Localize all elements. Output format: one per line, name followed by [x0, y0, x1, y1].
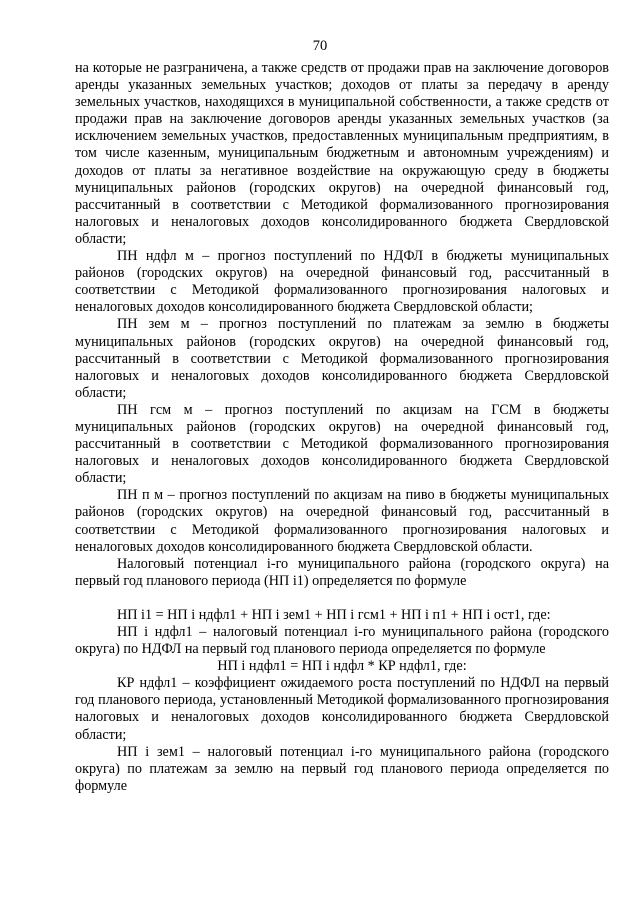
paragraph-pn-gsm-definition: ПН гсм м – прогноз поступлений по акцизам на ГСМ в бюджеты муниципальных районов (городских округов) на очередной финансовый год, рассчитанный в соответствии с Методикой формализованного прогнозирования налоговых и неналоговых доходов консолидированного бюджета Свердловской области; — [75, 401, 609, 487]
paragraph-land-revenue-continuation: на которые не разграничена, а также средств от продажи прав на заключение договоров аренды указанных земельных участков; доходов от платы за передачу в аренду земельных участков, находящихся в муниципальной собственности, а также средств от продажи прав на заключение договоров аренды указанных земельных участков (за исключением земельных участков, предоставленных муниципальным предприятиям, в том числе казенным, муниципальным бюджетным и автономным учреждениям) и доходов от платы за негативное воздействие на окружающую среду в бюджеты муниципальных районов (городских округов) на очередной финансовый год, рассчитанный в соответствии с Методикой формализованного прогнозирования налоговых и неналоговых доходов консолидированного бюджета Свердловской области; — [75, 60, 609, 247]
paragraph-kr-ndfl1-definition: КР ндфл1 – коэффициент ожидаемого роста поступлений по НДФЛ на первый год планового периода, установленный Методикой формализованного прогнозирования налоговых и неналоговых доходов консолидированного бюджета Свердловской области; — [75, 675, 609, 743]
paragraph-tax-potential-intro: Налоговый потенциал i-го муниципального района (городского округа) на первый год планового периода (НП i1) определяется по формуле — [75, 555, 609, 589]
document-body — [75, 60, 609, 795]
formula-np-i1: НП i1 = НП i ндфл1 + НП i зем1 + НП i гсм1 + НП i п1 + НП i ост1, где: — [117, 606, 551, 623]
formula-np-ndfl1: НП i ндфл1 = НП i ндфл * КР ндфл1, где: — [217, 658, 467, 675]
paragraph-pn-p-definition: ПН п м – прогноз поступлений по акцизам на пиво в бюджеты муниципальных районов (городских округов) на очередной финансовый год, рассчитанный в соответствии с Методикой формализованного прогнозирования налоговых и неналоговых доходов консолидированного бюджета Свердловской области. — [75, 487, 609, 555]
paragraph-np-ndfl1-definition: НП i ндфл1 – налоговый потенциал i-го муниципального района (городского округа) по НДФЛ на первый год планового периода определяется по формуле — [75, 624, 609, 658]
page-number: 70 — [312, 38, 328, 54]
paragraph-pn-ndfl-definition: ПН ндфл м – прогноз поступлений по НДФЛ в бюджеты муниципальных районов (городских округов) на очередной финансовый год, рассчитанный в соответствии с Методикой формализованного прогнозирования налоговых и неналоговых доходов консолидированного бюджета Свердловской области; — [75, 248, 609, 316]
paragraph-np-zem1-definition: НП i зем1 – налоговый потенциал i-го муниципального района (городского округа) по платежам за землю на первый год планового периода определяется по формуле — [75, 743, 609, 794]
paragraph-pn-zem-definition: ПН зем м – прогноз поступлений по платежам за землю в бюджеты муниципальных районов (городских округов) на очередной финансовый год, рассчитанный в соответствии с Методикой формализованного прогнозирования налоговых и неналоговых доходов консолидированного бюджета Свердловской области; — [75, 316, 609, 401]
